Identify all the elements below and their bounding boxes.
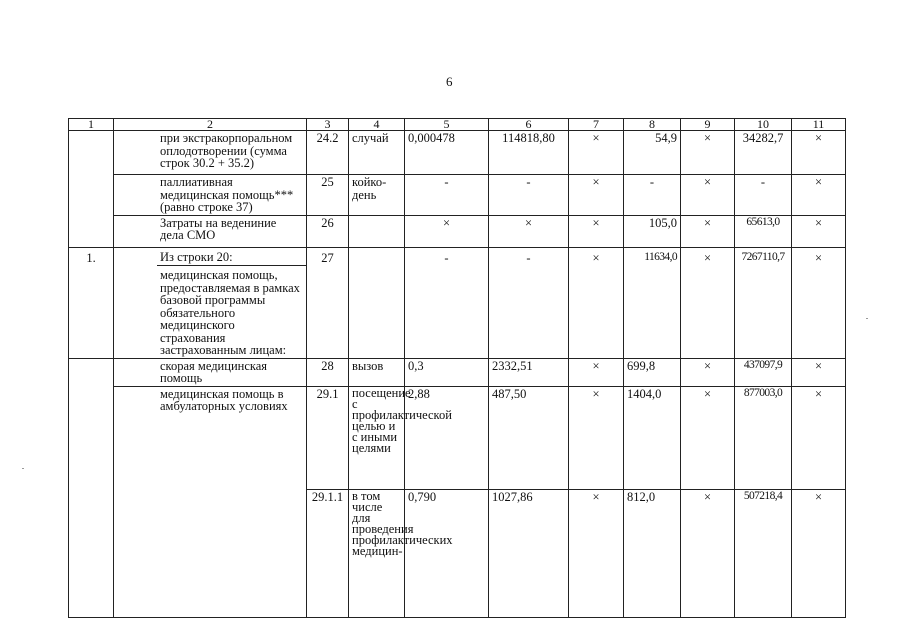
- value-cell: 487,50: [489, 386, 569, 489]
- unit-cell: койко-день: [349, 175, 405, 216]
- unit-cell: случай: [349, 131, 405, 175]
- value-cell: 877003,0: [735, 386, 792, 489]
- value-cell: -: [489, 247, 569, 358]
- value-cell: -: [735, 175, 792, 216]
- value-cell: 7267110,7: [735, 247, 792, 358]
- row-label: при экстракорпоральном оплодотворении (сумма строк 30.2 + 35.2): [114, 131, 307, 175]
- col-header: 4: [349, 119, 405, 131]
- value-cell: ×: [569, 489, 624, 617]
- value-cell: -: [624, 175, 681, 216]
- value-cell: 507218,4: [735, 489, 792, 617]
- col-header: 10: [735, 119, 792, 131]
- value-cell: ×: [792, 247, 846, 358]
- scan-speck: [866, 318, 868, 319]
- value-cell: -: [405, 175, 489, 216]
- value-cell: ×: [569, 358, 624, 386]
- value-cell: ×: [681, 131, 735, 175]
- col-header: 9: [681, 119, 735, 131]
- row-label: [114, 247, 307, 358]
- table-row: [69, 131, 846, 175]
- value-cell: 54,9: [624, 131, 681, 175]
- col-header: 2: [114, 119, 307, 131]
- unit-cell: посещение с профилактической целью и с иными целями: [349, 386, 405, 489]
- col-header: 5: [405, 119, 489, 131]
- value-cell: -: [405, 247, 489, 358]
- value-cell: ×: [569, 215, 624, 247]
- value-cell: ×: [792, 489, 846, 617]
- value-cell: ×: [569, 386, 624, 489]
- value-cell: ×: [792, 215, 846, 247]
- scan-speck: [22, 468, 24, 469]
- table-row: [69, 247, 846, 358]
- value-cell: 65613,0: [735, 215, 792, 247]
- row-number-cell: 1.: [69, 247, 114, 358]
- row-label: скорая медицинская помощь: [114, 358, 307, 386]
- value-cell: -: [489, 175, 569, 216]
- table-row: [69, 215, 846, 247]
- table-row: [69, 175, 846, 216]
- unit-cell: [349, 215, 405, 247]
- col-header: 3: [307, 119, 349, 131]
- value-cell: ×: [792, 386, 846, 489]
- unit-cell: [349, 247, 405, 358]
- value-cell: ×: [569, 175, 624, 216]
- value-cell: 812,0: [624, 489, 681, 617]
- value-cell: ×: [489, 215, 569, 247]
- value-cell: ×: [681, 358, 735, 386]
- row-label-heading: Из строки 20:: [157, 251, 306, 267]
- line-number: 29.1.1: [307, 489, 349, 617]
- value-cell: ×: [792, 131, 846, 175]
- value-cell: ×: [792, 175, 846, 216]
- value-cell: 11634,0: [624, 247, 681, 358]
- value-cell: ×: [681, 489, 735, 617]
- value-cell: ×: [681, 247, 735, 358]
- line-number: 25: [307, 175, 349, 216]
- value-cell: 2,88: [405, 386, 489, 489]
- row-number-cell: [69, 131, 114, 248]
- value-cell: ×: [569, 131, 624, 175]
- value-cell: ×: [681, 215, 735, 247]
- value-cell: 0,790: [405, 489, 489, 617]
- value-cell: 2332,51: [489, 358, 569, 386]
- value-cell: ×: [681, 175, 735, 216]
- table-row: [69, 358, 846, 386]
- row-label: паллиативная медицинская помощь*** (равно строке 37): [114, 175, 307, 216]
- value-cell: ×: [569, 247, 624, 358]
- row-label-text: медицинская помощь, предоставляемая в рамках базовой программы обязательного медицинского страхования застрахованным лицам:: [160, 268, 300, 357]
- unit-cell: в том числе для проведения профилактических медицин-: [349, 489, 405, 617]
- value-cell: 0,3: [405, 358, 489, 386]
- financial-table: [68, 118, 846, 618]
- value-cell: 1027,86: [489, 489, 569, 617]
- line-number: 28: [307, 358, 349, 386]
- line-number: 26: [307, 215, 349, 247]
- table-row: [69, 386, 846, 489]
- col-header: 6: [489, 119, 569, 131]
- value-cell: 34282,7: [735, 131, 792, 175]
- row-label: Затраты на ведениние дела СМО: [114, 215, 307, 247]
- value-cell: 1404,0: [624, 386, 681, 489]
- value-cell: ×: [405, 215, 489, 247]
- line-number: 27: [307, 247, 349, 358]
- line-number: 29.1: [307, 386, 349, 489]
- line-number: 24.2: [307, 131, 349, 175]
- column-number-row: [69, 119, 846, 131]
- value-cell: ×: [792, 358, 846, 386]
- value-cell: 114818,80: [489, 131, 569, 175]
- row-label: медицинская помощь в амбулаторных условиях: [114, 386, 307, 617]
- unit-cell: вызов: [349, 358, 405, 386]
- value-cell: 0,000478: [405, 131, 489, 175]
- value-cell: ×: [681, 386, 735, 489]
- row-number-cell: [69, 358, 114, 617]
- col-header: 7: [569, 119, 624, 131]
- col-header: 8: [624, 119, 681, 131]
- value-cell: 437097,9: [735, 358, 792, 386]
- value-cell: 105,0: [624, 215, 681, 247]
- col-header: 1: [69, 119, 114, 131]
- value-cell: 699,8: [624, 358, 681, 386]
- page-number: 6: [446, 74, 453, 89]
- col-header: 11: [792, 119, 846, 131]
